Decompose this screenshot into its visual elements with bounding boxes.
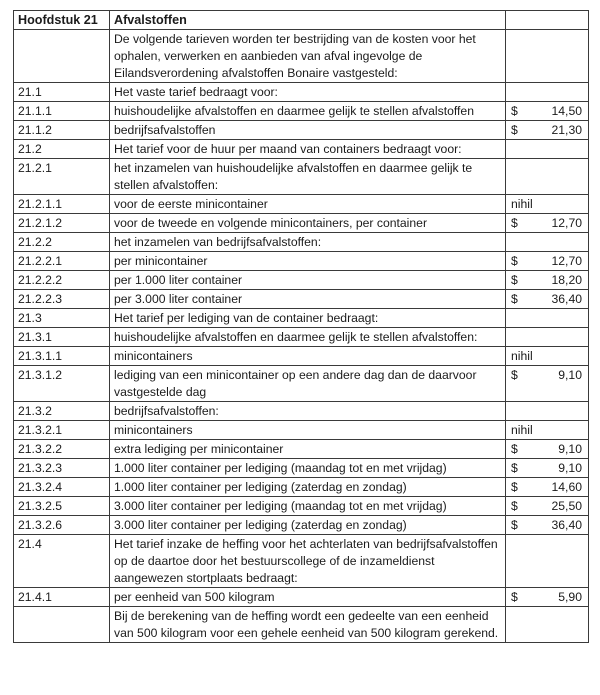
amount: [510, 122, 584, 139]
amount-value: 5,90: [558, 590, 582, 604]
article-number: 21.3.2.2: [14, 440, 110, 459]
tariff-description: bedrijfsafvalstoffen:: [110, 402, 506, 421]
tariff-amount-cell: [506, 478, 589, 497]
tariff-amount-cell: [506, 328, 589, 347]
amount-value: 9,10: [558, 461, 582, 475]
amount: [510, 291, 584, 308]
article-number: 21.2.1: [14, 159, 110, 195]
currency-symbol: $: [511, 368, 518, 382]
article-number: 21.2.1.1: [14, 195, 110, 214]
tariff-amount-cell: [506, 516, 589, 535]
table-row: [14, 607, 589, 643]
table-row: [14, 459, 589, 478]
tariff-amount-cell: [506, 252, 589, 271]
tariff-amount-cell: [506, 607, 589, 643]
tariff-amount-cell: [506, 30, 589, 83]
currency-symbol: $: [511, 480, 518, 494]
tariff-amount-cell: [506, 588, 589, 607]
tariff-description: voor de eerste minicontainer: [110, 195, 506, 214]
tariff-amount-cell: [506, 195, 589, 214]
table-row: [14, 214, 589, 233]
table-row: [14, 402, 589, 421]
article-number: 21.2.2.1: [14, 252, 110, 271]
amount-value: 12,70: [551, 254, 582, 268]
tariff-amount-cell: [506, 233, 589, 252]
table-row: [14, 140, 589, 159]
tariff-description: huishoudelijke afvalstoffen en daarmee gelijk te stellen afvalstoffen:: [110, 328, 506, 347]
article-number: 21.4.1: [14, 588, 110, 607]
article-number: 21.3.2.3: [14, 459, 110, 478]
amount-value: 14,60: [551, 480, 582, 494]
article-number: 21.3: [14, 309, 110, 328]
amount-value: 12,70: [551, 216, 582, 230]
amount-value: 21,30: [551, 123, 582, 137]
tariff-description: 3.000 liter container per lediging (maandag tot en met vrijdag): [110, 497, 506, 516]
currency-symbol: $: [511, 123, 518, 137]
table-row: [14, 328, 589, 347]
tariff-table-body: [14, 11, 589, 643]
table-row: [14, 159, 589, 195]
amount: [510, 498, 584, 515]
article-number: 21.3.2.4: [14, 478, 110, 497]
currency-symbol: $: [511, 292, 518, 306]
tariff-description: minicontainers: [110, 421, 506, 440]
amount-value: 18,20: [551, 273, 582, 287]
amount: [510, 103, 584, 120]
tariff-amount-cell: [506, 421, 589, 440]
amount-value: 36,40: [551, 518, 582, 532]
article-number: 21.1.1: [14, 102, 110, 121]
amount-text: nihil: [511, 423, 533, 437]
tariff-description: het inzamelen van huishoudelijke afvalstoffen en daarmee gelijk te stellen afvalstoffen:: [110, 159, 506, 195]
tariff-amount-cell: [506, 290, 589, 309]
currency-symbol: $: [511, 590, 518, 604]
article-number: 21.2.1.2: [14, 214, 110, 233]
tariff-description: bedrijfsafvalstoffen: [110, 121, 506, 140]
amount: [510, 367, 584, 384]
table-row: [14, 30, 589, 83]
tariff-description: Het tarief voor de huur per maand van containers bedraagt voor:: [110, 140, 506, 159]
table-row: [14, 588, 589, 607]
amount-text: nihil: [511, 197, 533, 211]
table-row: [14, 366, 589, 402]
tariff-description: per eenheid van 500 kilogram: [110, 588, 506, 607]
tariff-amount-cell: [506, 402, 589, 421]
currency-symbol: $: [511, 104, 518, 118]
table-row: [14, 102, 589, 121]
chapter-code: Hoofdstuk 21: [14, 11, 110, 30]
tariff-table: [13, 10, 589, 643]
amount: [510, 272, 584, 289]
amount-value: 14,50: [551, 104, 582, 118]
table-header-row: [14, 11, 589, 30]
currency-symbol: $: [511, 254, 518, 268]
article-number: 21.3.1: [14, 328, 110, 347]
table-row: [14, 252, 589, 271]
article-number: 21.2: [14, 140, 110, 159]
article-number: 21.3.2.5: [14, 497, 110, 516]
article-number: 21.2.2.2: [14, 271, 110, 290]
tariff-amount-cell: [506, 159, 589, 195]
currency-symbol: $: [511, 518, 518, 532]
article-number: 21.2.2.3: [14, 290, 110, 309]
tariff-description: per 1.000 liter container: [110, 271, 506, 290]
currency-symbol: $: [511, 216, 518, 230]
tariff-description: minicontainers: [110, 347, 506, 366]
tariff-description: per minicontainer: [110, 252, 506, 271]
currency-symbol: $: [511, 442, 518, 456]
tariff-amount-cell: [506, 347, 589, 366]
amount: [510, 441, 584, 458]
article-number: [14, 30, 110, 83]
tariff-description: Bij de berekening van de heffing wordt een gedeelte van een eenheid van 500 kilogram voor een gehele eenheid van 500 kilogram gerekend.: [110, 607, 506, 643]
table-row: [14, 83, 589, 102]
tariff-description: huishoudelijke afvalstoffen en daarmee gelijk te stellen afvalstoffen: [110, 102, 506, 121]
tariff-amount-cell: [506, 271, 589, 290]
table-row: [14, 309, 589, 328]
article-number: 21.3.2.1: [14, 421, 110, 440]
table-row: [14, 535, 589, 588]
tariff-amount-cell: [506, 309, 589, 328]
amount-text: nihil: [511, 349, 533, 363]
table-row: [14, 497, 589, 516]
table-row: [14, 516, 589, 535]
tariff-amount-cell: [506, 535, 589, 588]
article-number: 21.1.2: [14, 121, 110, 140]
table-row: [14, 195, 589, 214]
amount-value: 36,40: [551, 292, 582, 306]
table-row: [14, 478, 589, 497]
tariff-description: 1.000 liter container per lediging (maandag tot en met vrijdag): [110, 459, 506, 478]
tariff-amount-cell: [506, 459, 589, 478]
tariff-amount-cell: [506, 83, 589, 102]
currency-symbol: $: [511, 461, 518, 475]
tariff-description: lediging van een minicontainer op een andere dag dan de daarvoor vastgestelde dag: [110, 366, 506, 402]
currency-symbol: $: [511, 273, 518, 287]
article-number: 21.3.1.1: [14, 347, 110, 366]
amount: [510, 517, 584, 534]
table-row: [14, 290, 589, 309]
tariff-description: Het vaste tarief bedraagt voor:: [110, 83, 506, 102]
tariff-description: 3.000 liter container per lediging (zaterdag en zondag): [110, 516, 506, 535]
amount-value: 9,10: [558, 368, 582, 382]
tariff-description: Het tarief per lediging van de container bedraagt:: [110, 309, 506, 328]
article-number: 21.3.2: [14, 402, 110, 421]
amount: [510, 479, 584, 496]
article-number: 21.1: [14, 83, 110, 102]
header-amount-cell: [506, 11, 589, 30]
amount: [510, 589, 584, 606]
tariff-amount-cell: [506, 102, 589, 121]
amount-value: 9,10: [558, 442, 582, 456]
table-row: [14, 233, 589, 252]
tariff-description: De volgende tarieven worden ter bestrijding van de kosten voor het ophalen, verwerken en aanbieden van afval ingevolge de Eilandsverordening afvalstoffen Bonaire vastgesteld:: [110, 30, 506, 83]
tariff-description: 1.000 liter container per lediging (zaterdag en zondag): [110, 478, 506, 497]
table-row: [14, 421, 589, 440]
tariff-amount-cell: [506, 440, 589, 459]
table-row: [14, 440, 589, 459]
tariff-description: het inzamelen van bedrijfsafvalstoffen:: [110, 233, 506, 252]
table-row: [14, 347, 589, 366]
amount: [510, 253, 584, 270]
article-number: 21.2.2: [14, 233, 110, 252]
article-number: [14, 607, 110, 643]
table-row: [14, 271, 589, 290]
amount: [510, 215, 584, 232]
currency-symbol: $: [511, 499, 518, 513]
article-number: 21.3.2.6: [14, 516, 110, 535]
tariff-amount-cell: [506, 121, 589, 140]
tariff-amount-cell: [506, 366, 589, 402]
tariff-description: extra lediging per minicontainer: [110, 440, 506, 459]
tariff-amount-cell: [506, 140, 589, 159]
amount: [510, 460, 584, 477]
article-number: 21.3.1.2: [14, 366, 110, 402]
tariff-amount-cell: [506, 497, 589, 516]
tariff-amount-cell: [506, 214, 589, 233]
tariff-description: per 3.000 liter container: [110, 290, 506, 309]
tariff-description: voor de tweede en volgende minicontainers, per container: [110, 214, 506, 233]
article-number: 21.4: [14, 535, 110, 588]
table-row: [14, 121, 589, 140]
amount-value: 25,50: [551, 499, 582, 513]
chapter-title: Afvalstoffen: [110, 11, 506, 30]
tariff-description: Het tarief inzake de heffing voor het achterlaten van bedrijfsafvalstoffen op de daartoe door het bestuurscollege of de inzameldienst aangewezen stortplaats bedraagt:: [110, 535, 506, 588]
